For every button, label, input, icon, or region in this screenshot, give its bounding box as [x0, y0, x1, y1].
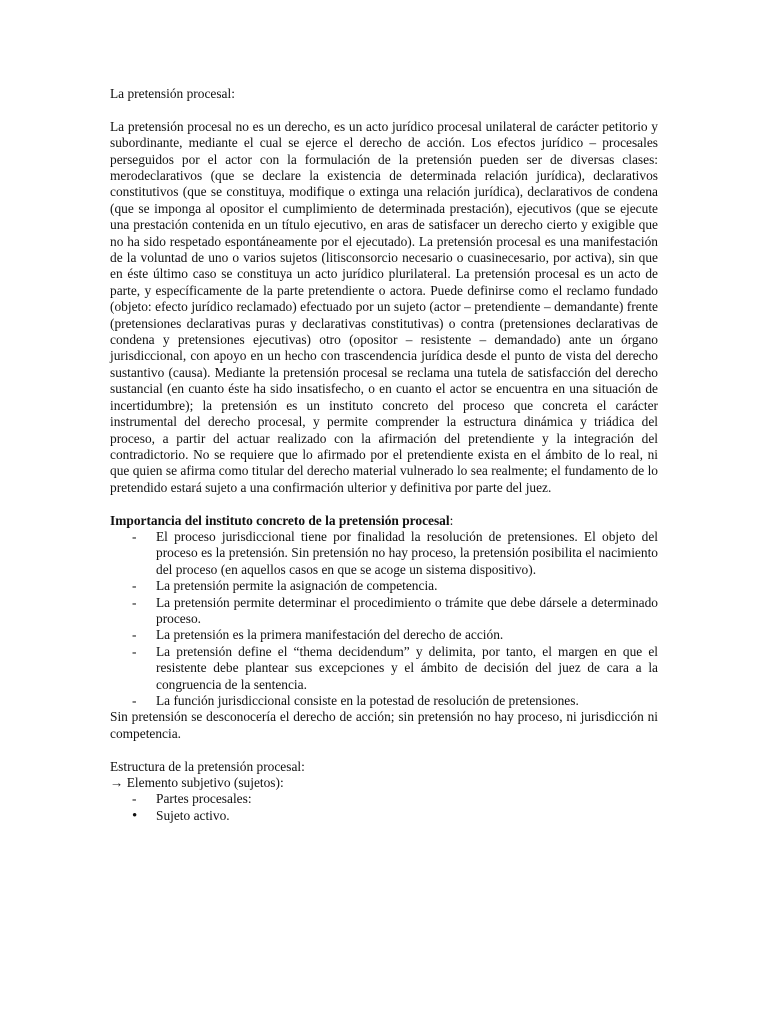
dash-marker: -: [132, 627, 137, 643]
list-item-text: La pretensión es la primera manifestación del derecho de acción.: [156, 627, 504, 643]
list-item-text: El proceso jurisdiccional tiene por finalidad la resolución de pretensiones. El objeto del proceso es la pretensión. Sin pretensión no hay proceso, la pretensión posibilita el nacimiento del proceso (en aquellos casos en que se acoge un sistema dispositivo).: [156, 528, 658, 577]
arrow-right-icon: →: [110, 775, 124, 791]
list-item: [110, 627, 658, 643]
list-item: [110, 791, 658, 807]
structure-list: [110, 791, 658, 824]
document-title: La pretensión procesal:: [110, 86, 235, 101]
bullet-icon: •: [132, 807, 138, 824]
structure-title: Estructura de la pretensión procesal:: [110, 758, 305, 774]
list-item-text: La pretensión define el “thema decidendum” y delimita, por tanto, el margen en que el resistente debe plantear sus excepciones y el ámbito de decisión del juez de cara a la congruencia de la sentencia.: [156, 643, 658, 692]
structure-subjective-text: Elemento subjetivo (sujetos):: [126, 775, 284, 791]
importance-heading: Importancia del instituto concreto de la pretensión procesal: [110, 512, 450, 528]
importance-heading-line: [110, 513, 658, 529]
importance-list: [110, 529, 658, 709]
list-item: [110, 595, 658, 628]
list-item-text: Sujeto activo.: [156, 807, 230, 823]
importance-heading-colon: :: [449, 512, 454, 528]
document-page: [110, 86, 658, 824]
structure-subjective-line: [110, 775, 658, 791]
dash-marker: -: [132, 791, 137, 807]
dash-marker: -: [132, 643, 137, 659]
list-item: [110, 644, 658, 693]
list-item: [110, 578, 658, 594]
dash-marker: -: [132, 578, 137, 594]
list-item-text: La pretensión permite determinar el procedimiento o trámite que debe dársele a determinado proceso.: [156, 594, 658, 626]
list-item-text: Partes procesales:: [156, 791, 252, 807]
list-item: [110, 808, 658, 824]
dash-marker: -: [132, 528, 137, 544]
list-item-text: La función jurisdiccional consiste en la potestad de resolución de pretensiones.: [156, 693, 579, 708]
spacer: [110, 102, 658, 118]
list-item: [110, 529, 658, 578]
list-item: [110, 693, 658, 709]
intro-paragraph: La pretensión procesal no es un derecho, es un acto jurídico procesal unilateral de carácter petitorio y subordinante, mediante el cual se ejerce el derecho de acción. Los efectos jurídico – procesales perseguidos por el actor con la formulación de la pretensión pueden ser de diversas clases: merodeclarativos (que se declare la existencia de determinada relación jurídica), declarativos constitutivos (que se constituya, modifique o extinga una relación jurídica), declarativos de condena (que se imponga al opositor el cumplimiento de determinada prestación), ejecutivos (que se ejecute una prestación contenida en un título ejecutivo, en aras de satisfacer un derecho cierto y exigible que no ha sido respetado espontáneamente por el ejecutado). La pretensión procesal es una manifestación de la voluntad de uno o varios sujetos (litisconsorcio necesario o cuasinecesario, por activa), sin que en éste último caso se constituya un acto jurídico plurilateral. La pretensión procesal es un acto de parte, y específicamente de la parte pretendiente o actora. Puede definirse como el reclamo fundado (objeto: efecto jurídico reclamado) efectuado por un sujeto (actor – pretendiente – demandante) frente (pretensiones declarativas puras y declarativas constitutivas) o contra (pretensiones declarativas de condena y pretensiones ejecutivas) otro (opositor – resistente – demandado) ante un órgano jurisdiccional, con apoyo en un hecho con trascendencia jurídica desde el punto de vista del derecho sustantivo (causa). Mediante la pretensión procesal se reclama una tutela de satisfacción del derecho sustancial (en cuanto éste ha sido insatisfecho, o en cuanto el actor se encuentra en una situación de incertidumbre); la pretensión es un instituto concreto del proceso que concreta el carácter instrumental del derecho procesal, y permite comprender la estructura dinámica y triádica del proceso, a partir del actuar realizado con la afirmación del pretendiente y la integración del contradictorio. No se requiere que lo afirmado por el pretendiente exista en el ámbito de lo real, ni que quien se afirma como titular del derecho material vulnerado lo sea realmente; el fundamento de lo pretendido estará sujeto a una confirmación ulterior y definitiva por parte del juez.: [110, 118, 658, 495]
dash-marker: -: [132, 594, 137, 610]
spacer: [110, 496, 658, 512]
closing-paragraph: Sin pretensión se desconocería el derecho de acción; sin pretensión no hay proceso, ni jurisdicción ni competencia.: [110, 709, 658, 741]
list-item-text: La pretensión permite la asignación de competencia.: [156, 578, 438, 594]
spacer: [110, 742, 658, 758]
dash-marker: -: [132, 693, 137, 708]
